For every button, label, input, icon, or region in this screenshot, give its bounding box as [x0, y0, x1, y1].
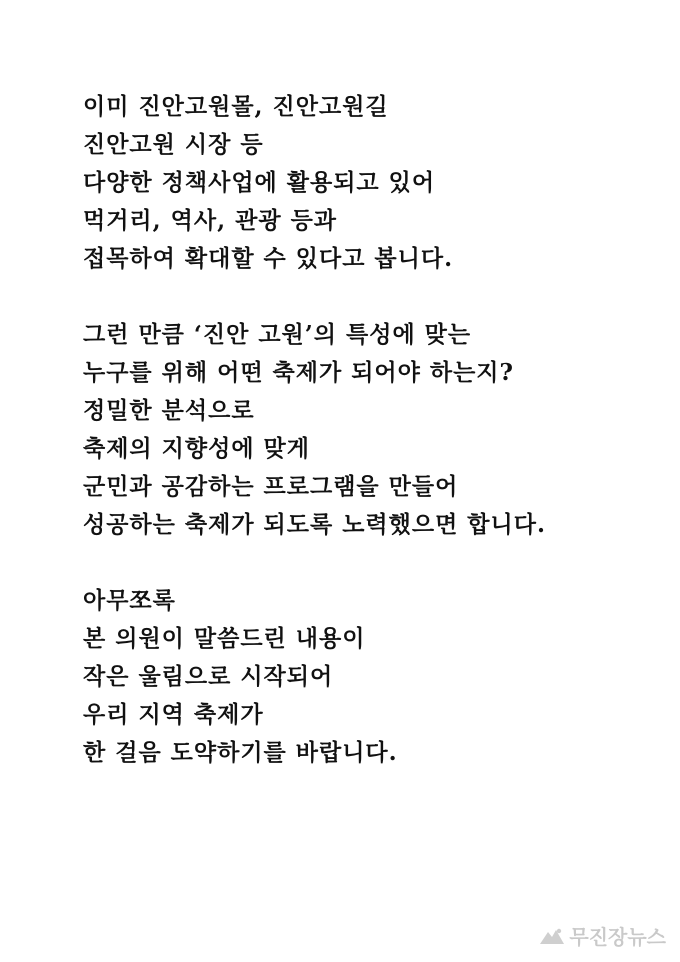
paragraph-1: [83, 88, 643, 278]
document-body: [83, 88, 643, 772]
text-line: 우리 지역 축제가: [83, 701, 264, 728]
text-line: 누구를 위해 어떤 축제가 되어야 하는지?: [83, 359, 515, 386]
text-line: 성공하는 축제가 되도록 노력했으면 합니다.: [83, 511, 546, 538]
text-line: 먹거리, 역사, 관광 등과: [83, 207, 337, 234]
paragraph-spacer: [83, 278, 643, 316]
paragraph-2: [83, 316, 643, 544]
text-line: 한 걸음 도약하기를 바랍니다.: [83, 739, 398, 766]
text-line: 축제의 지향성에 맞게: [83, 435, 310, 462]
text-line: 접목하여 확대할 수 있다고 봅니다.: [83, 245, 454, 272]
text-line: 군민과 공감하는 프로그램을 만들어: [83, 473, 459, 500]
watermark-text: 무진장뉴스: [569, 925, 666, 949]
text-line: 그런 만큼 ‘진안 고원’의 특성에 맞는: [83, 321, 472, 348]
text-line: 정밀한 분석으로: [83, 397, 255, 424]
paragraph-spacer: [83, 544, 643, 582]
text-line: 진안고원 시장 등: [83, 131, 264, 158]
text-line: 아무쪼록: [83, 587, 176, 614]
paragraph-3: [83, 582, 643, 772]
text-line: 작은 울림으로 시작되어: [83, 663, 334, 690]
watermark: [539, 921, 666, 950]
text-line: 본 의원이 말씀드린 내용이: [83, 625, 366, 652]
text-line: 이미 진안고원몰, 진안고원길: [83, 93, 389, 120]
text-line: 다양한 정책사업에 활용되고 있어: [83, 169, 436, 196]
mountain-logo-icon: [539, 926, 565, 946]
